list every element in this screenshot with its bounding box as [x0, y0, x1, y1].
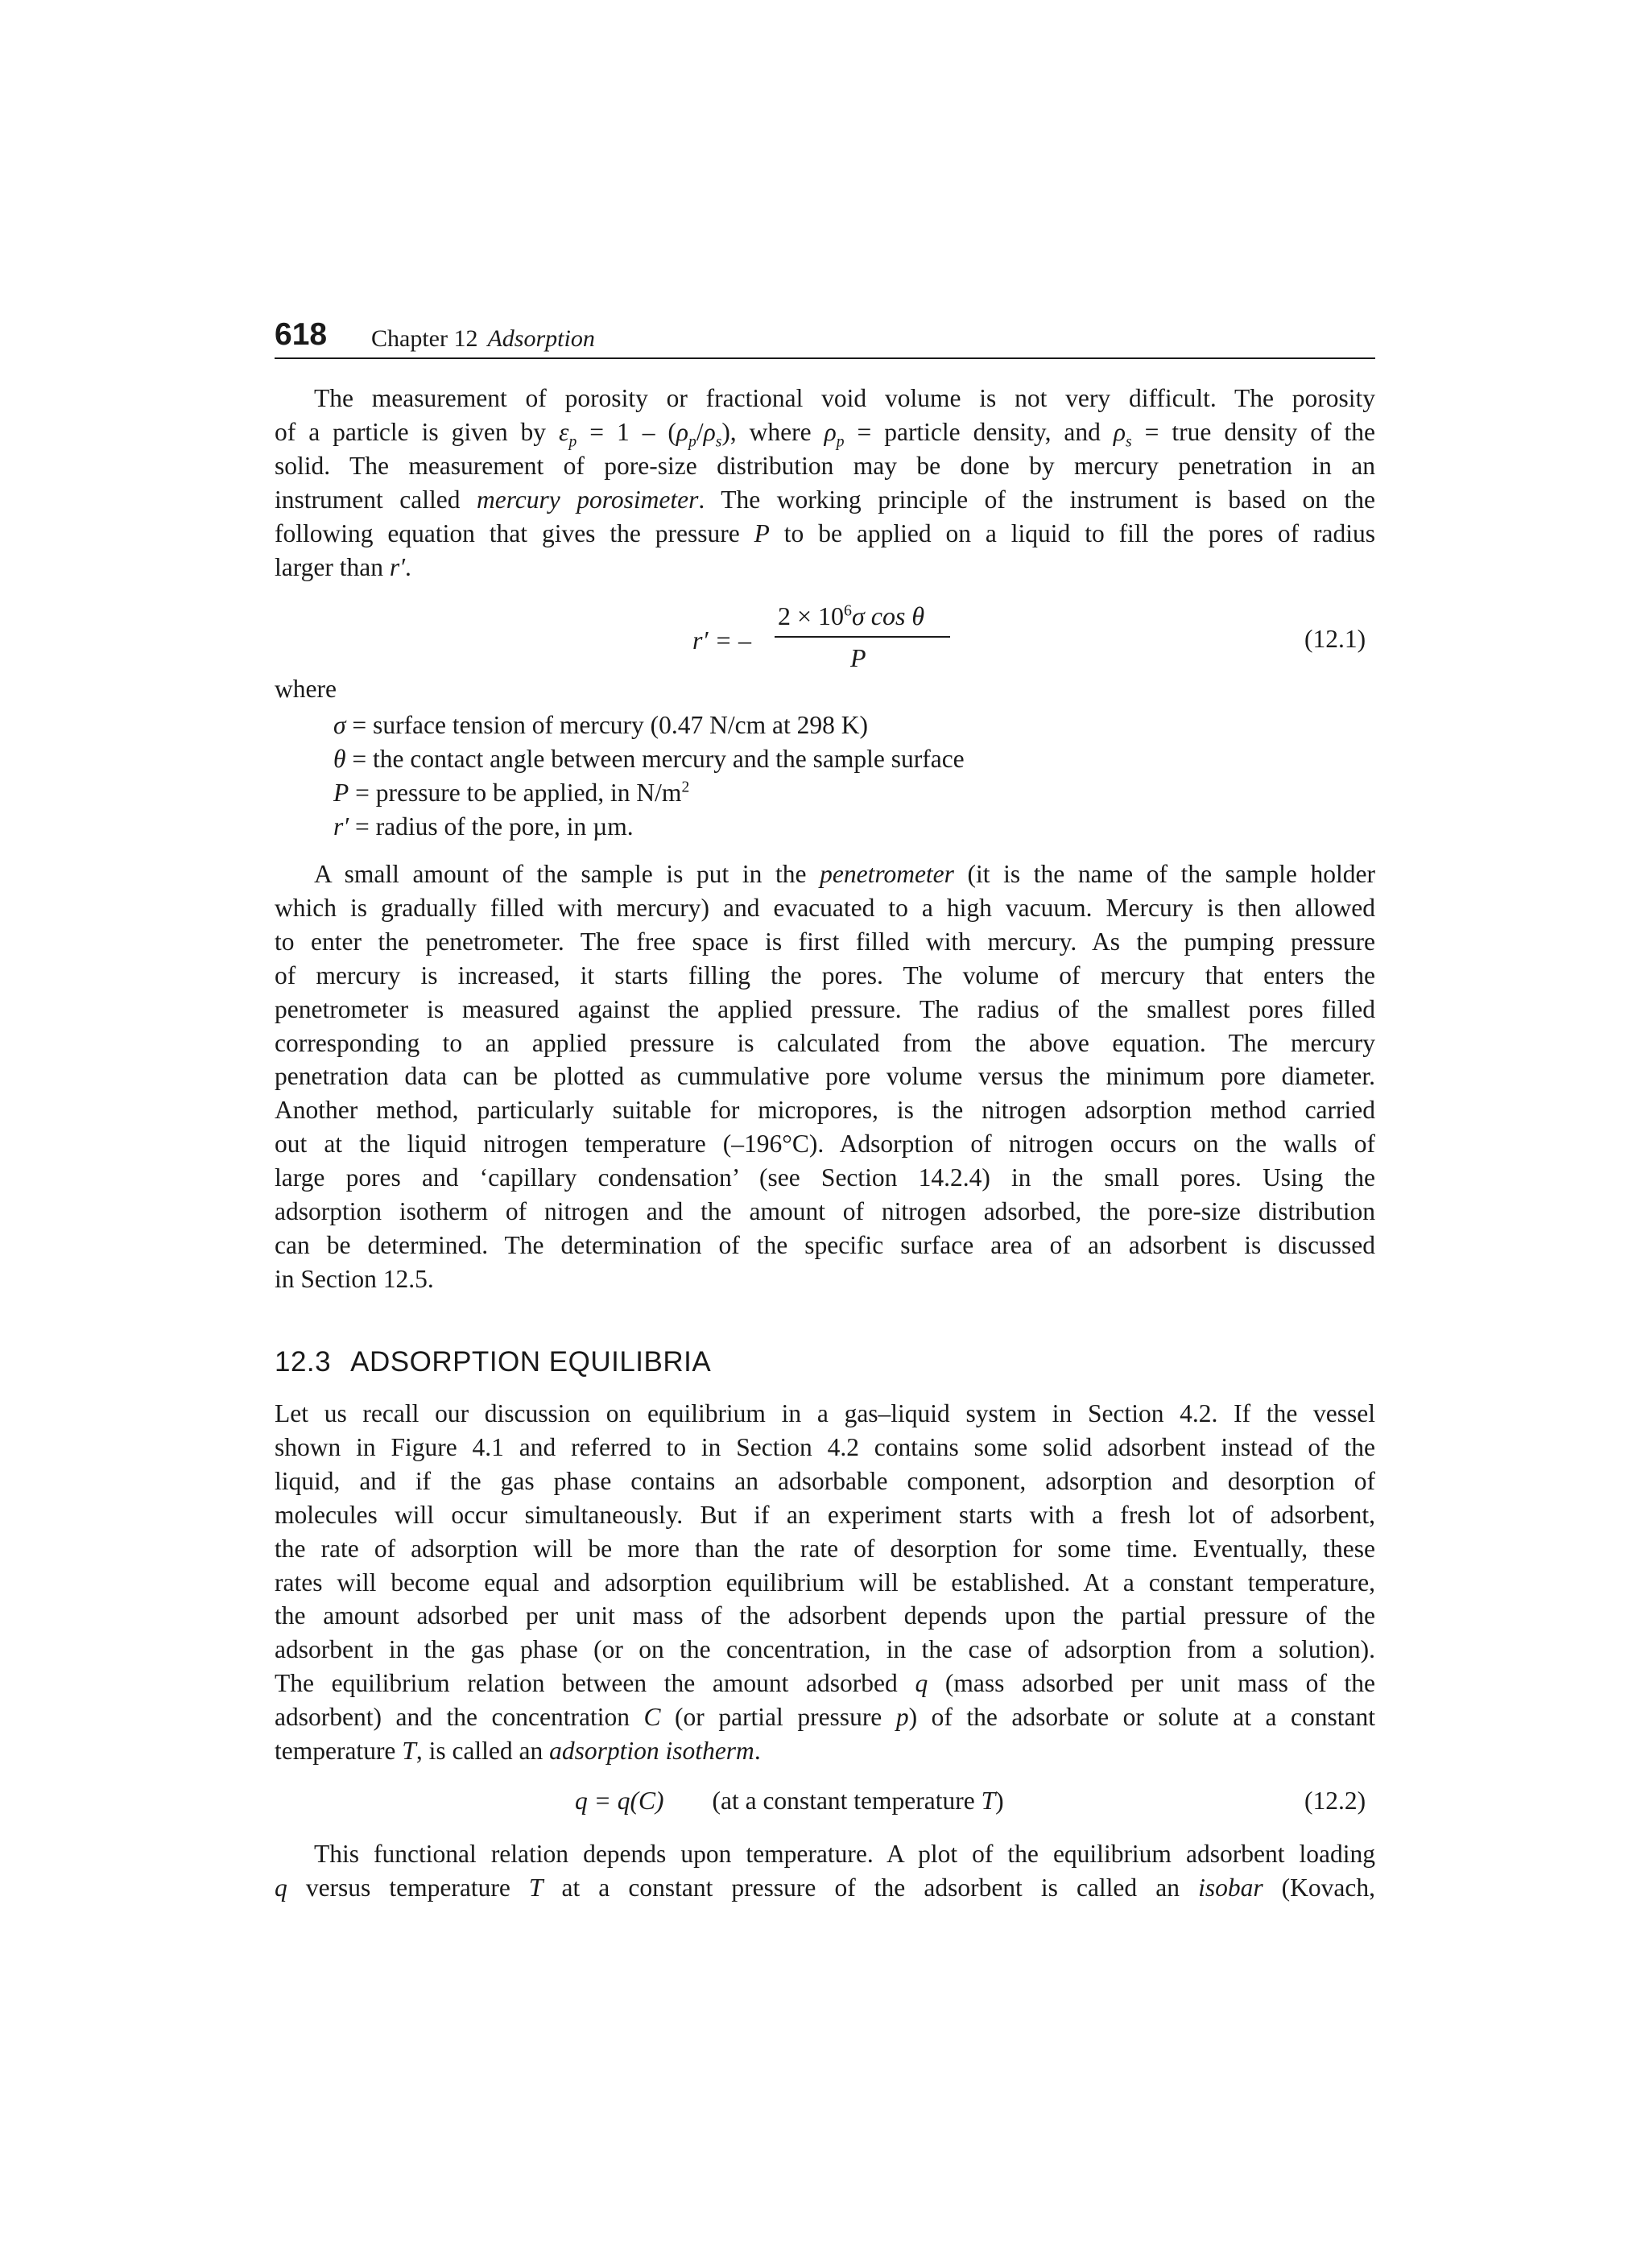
- running-head: [275, 317, 1375, 359]
- text-run: larger than: [275, 552, 390, 581]
- section-number: 12.3: [275, 1346, 332, 1378]
- definition-theta: [333, 742, 965, 776]
- text-run: (mass adsorbed per unit mass of the: [928, 1669, 1375, 1698]
- where-label: where: [275, 675, 337, 703]
- equation-expression: q = q(C): [575, 1787, 664, 1815]
- text-line: out at the liquid nitrogen temperature (–196°C). Adsorption of nitrogen occurs on the walls of: [275, 1130, 1375, 1159]
- text-run: (or partial pressure: [660, 1703, 896, 1732]
- text-line: [275, 1734, 1375, 1768]
- text-run: (Kovach,: [1263, 1873, 1375, 1902]
- symbol-slash: /: [696, 417, 704, 446]
- equation-lhs: [692, 626, 751, 655]
- equation-number: (12.1): [1304, 625, 1366, 653]
- paragraph-penetrometer: [275, 857, 1375, 1296]
- text-run: (it is the name of the sample holder: [953, 860, 1376, 888]
- text-line: the amount adsorbed per unit mass of the adsorbent depends upon the partial pressure of the: [275, 1601, 1375, 1630]
- text-run: versus temperature: [287, 1873, 529, 1902]
- text-run: to be applied on a liquid to fill the pores of radius: [769, 518, 1375, 547]
- symbol-radius: r′: [389, 552, 406, 581]
- text-line: large pores and ‘capillary condensation’ (see Section 14.2.4) in the small pores. Using the: [275, 1163, 1375, 1192]
- definition-symbol: θ: [333, 745, 346, 773]
- definition-symbol: σ: [333, 711, 346, 739]
- fraction-bar: [775, 636, 950, 638]
- symbol-definitions: [333, 708, 965, 844]
- text-line: solid. The measurement of pore-size distribution may be done by mercury penetration in an: [275, 451, 1375, 480]
- symbol-rho: ρ: [1113, 417, 1126, 446]
- symbol-epsilon: ε: [559, 417, 569, 446]
- symbol-rho: ρ: [703, 417, 716, 446]
- term-penetrometer: penetrometer: [820, 860, 954, 888]
- symbol-q: q: [915, 1669, 928, 1698]
- text-line: The measurement of porosity or fractional void volume is not very difficult. The porosity: [314, 384, 1375, 412]
- text-run: = 1 – (: [577, 417, 676, 446]
- section-heading: [275, 1346, 711, 1378]
- paragraph-porosity: [275, 382, 1375, 584]
- text-line: [275, 857, 1375, 891]
- text-run: ) of the adsorbate or solute at a constant: [908, 1703, 1375, 1732]
- text-run: adsorbent) and the concentration: [275, 1703, 644, 1732]
- subscript: p: [568, 433, 577, 451]
- equation-numerator: [778, 601, 924, 631]
- paragraph-equilibria: [275, 1397, 1375, 1768]
- term-adsorption-isotherm: adsorption isotherm: [549, 1737, 754, 1766]
- text-run: at a constant pressure of the adsorbent is called an: [543, 1873, 1199, 1902]
- text-run: . The working principle of the instrument is based on the: [698, 485, 1375, 514]
- chapter-title: Adsorption: [487, 325, 595, 352]
- text-line: the rate of adsorption will be more than the rate of desorption for some time. Eventually, these: [275, 1534, 1375, 1563]
- page-number: 618: [275, 317, 328, 352]
- text-line: can be determined. The determination of the specific surface area of an adsorbent is discussed: [275, 1230, 1375, 1259]
- text-line: penetration data can be plotted as cummulative pore volume versus the minimum pore diameter.: [275, 1062, 1375, 1091]
- text-line: in Section 12.5.: [275, 1264, 434, 1293]
- text-line: [275, 1700, 1375, 1734]
- numerator-exponent: 6: [844, 601, 852, 620]
- text-run: .: [405, 552, 411, 581]
- symbol-c: C: [643, 1703, 661, 1732]
- definition-pressure: [333, 776, 965, 810]
- definition-radius: [333, 810, 965, 844]
- text-line: This functional relation depends upon temperature. A plot of the equilibrium adsorbent loading: [314, 1840, 1375, 1868]
- symbol-rho: ρ: [824, 417, 837, 446]
- symbol-rho: ρ: [676, 417, 689, 446]
- definition-text: = surface tension of mercury (0.47 N/cm at 298 K): [345, 711, 868, 739]
- text-line: adsorbent in the gas phase (or on the concentration, in the case of adsorption from a solution).: [275, 1635, 1375, 1664]
- text-run: following equation that gives the pressure: [275, 518, 754, 547]
- text-line: rates will become equal and adsorption equilibrium will be established. At a constant temperature,: [275, 1568, 1375, 1597]
- subscript: s: [715, 433, 722, 451]
- text-line: of mercury is increased, it starts filling the pores. The volume of mercury that enters the: [275, 960, 1375, 989]
- text-line: [275, 551, 1375, 585]
- text-line: to enter the penetrometer. The free space is first filled with mercury. As the pumping pressure: [275, 927, 1375, 956]
- definition-text: = pressure to be applied, in N/m: [349, 779, 682, 807]
- numerator-coefficient: 2 × 10: [778, 601, 845, 630]
- equation-lhs-text: r′ = –: [692, 626, 752, 655]
- text-line: [275, 517, 1375, 551]
- symbol-p: p: [895, 1703, 909, 1732]
- section-title: ADSORPTION EQUILIBRIA: [350, 1346, 712, 1378]
- term-isobar: isobar: [1198, 1873, 1263, 1902]
- unit-exponent: 2: [681, 779, 690, 796]
- text-line: [275, 415, 1375, 449]
- symbol-t: T: [402, 1737, 416, 1766]
- definition-sigma: [333, 708, 965, 742]
- paragraph-isobar: [275, 1837, 1375, 1905]
- definition-symbol: P: [333, 779, 349, 807]
- equation-12-2: [575, 1787, 1004, 1816]
- definition-text: = radius of the pore, in µm.: [349, 812, 634, 841]
- text-line: [275, 1667, 1375, 1700]
- subscript: p: [836, 433, 845, 451]
- text-line: Another method, particularly suitable for micropores, is the nitrogen adsorption method carried: [275, 1096, 1375, 1125]
- text-line: which is gradually filled with mercury) and evacuated to a high vacuum. Mercury is then allowed: [275, 893, 1375, 922]
- text-run: temperature: [275, 1737, 403, 1766]
- text-run: .: [754, 1737, 761, 1766]
- symbol-pressure: P: [754, 518, 770, 547]
- subscript: p: [688, 433, 696, 451]
- text-run: = true density of the: [1131, 417, 1375, 446]
- text-line: [275, 483, 1375, 517]
- numerator-expression: σ cos θ: [851, 601, 925, 630]
- subscript: s: [1126, 433, 1132, 451]
- symbol-t: T: [981, 1787, 996, 1815]
- chapter-label: [371, 325, 595, 353]
- chapter-number: Chapter 12: [371, 325, 478, 352]
- text-run: of a particle is given by: [275, 417, 560, 446]
- text-run: (at a constant temperature: [712, 1787, 982, 1815]
- text-line: molecules will occur simultaneously. But if an experiment starts with a fresh lot of adsorbent,: [275, 1500, 1375, 1529]
- symbol-t: T: [528, 1873, 543, 1902]
- text-run: ): [995, 1787, 1004, 1815]
- text-line: liquid, and if the gas phase contains an adsorbable component, adsorption and desorption of: [275, 1466, 1375, 1495]
- text-run: The equilibrium relation between the amount adsorbed: [275, 1669, 915, 1698]
- definition-symbol: r′: [333, 812, 349, 841]
- text-line: [275, 1871, 1375, 1905]
- text-line: adsorption isotherm of nitrogen and the amount of nitrogen adsorbed, the pore-size distribution: [275, 1197, 1375, 1226]
- term-mercury-porosimeter: mercury porosimeter: [476, 485, 699, 514]
- text-line: shown in Figure 4.1 and referred to in Section 4.2 contains some solid adsorbent instead of the: [275, 1432, 1375, 1461]
- equation-number: (12.2): [1304, 1787, 1366, 1815]
- equation-condition: [713, 1787, 1004, 1815]
- definition-text: = the contact angle between mercury and the sample surface: [345, 745, 965, 773]
- equation-denominator: P: [850, 643, 866, 672]
- text-run: A small amount of the sample is put in the: [314, 860, 820, 888]
- text-run: instrument called: [275, 485, 477, 514]
- symbol-q: q: [275, 1873, 287, 1902]
- text-run: ), where: [721, 417, 824, 446]
- text-line: Let us recall our discussion on equilibrium in a gas–liquid system in Section 4.2. If the vessel: [275, 1399, 1375, 1427]
- text-line: penetrometer is measured against the applied pressure. The radius of the smallest pores filled: [275, 994, 1375, 1023]
- text-run: , is called an: [415, 1737, 550, 1766]
- text-line: corresponding to an applied pressure is calculated from the above equation. The mercury: [275, 1028, 1375, 1057]
- text-run: = particle density, and: [844, 417, 1114, 446]
